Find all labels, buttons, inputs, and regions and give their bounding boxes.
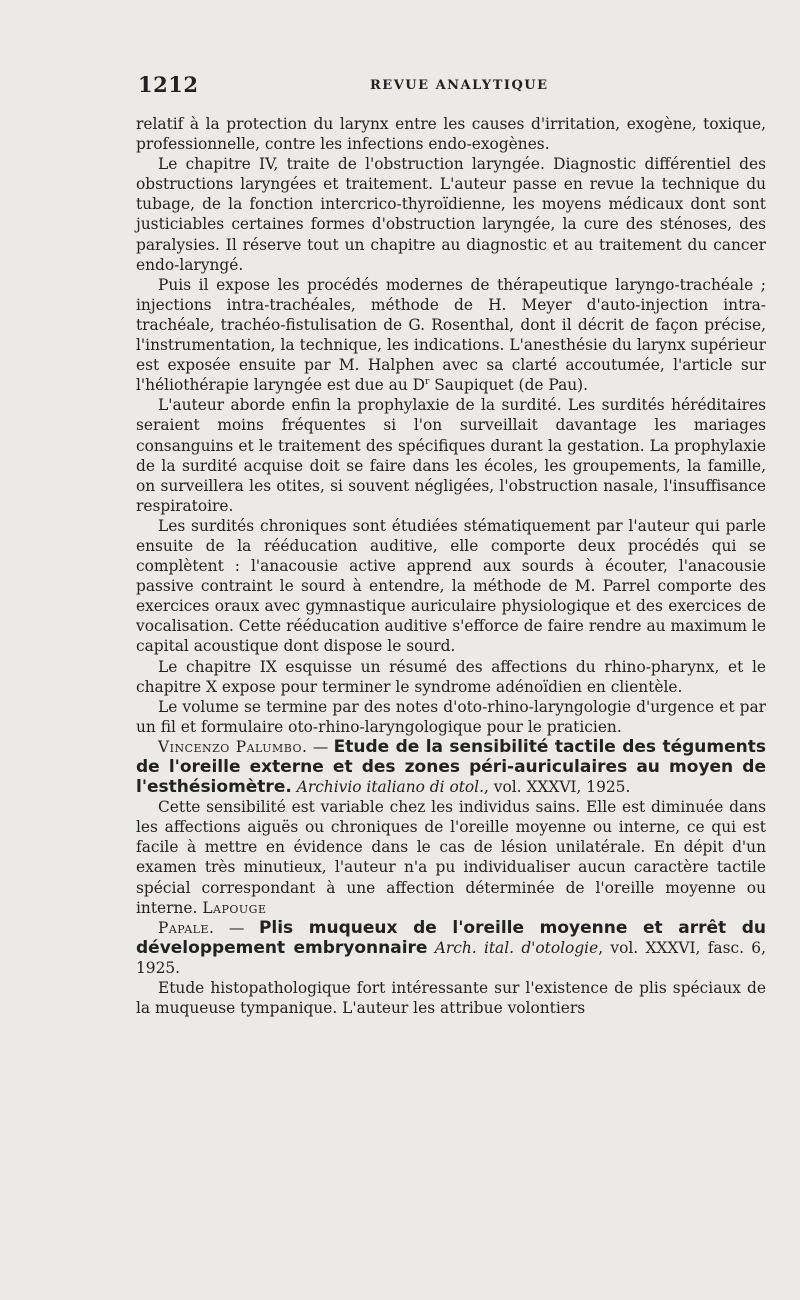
- page-number: 1212: [138, 72, 199, 97]
- review-citation: , vol. XXXVI, 1925.: [484, 778, 631, 797]
- review-journal: Arch. ital. d'otologie: [434, 938, 599, 957]
- review-dash: —: [214, 918, 259, 937]
- page-header: [0, 72, 800, 102]
- review-author: Papale.: [158, 918, 215, 937]
- review-heading: [136, 737, 766, 797]
- paragraph: Les surdités chroniques sont étudiées stématiquement par l'auteur qui parle ensuite de la rééducation auditive, elle comporte deux procédés qui se complètent : l'anacousie active apprend aux sourds à écouter, l'anacousie passive contraint le sourd à entendre, la méthode de M. Parrel comporte des exercices oraux avec gymnastique auriculaire physiologique et des exercices de vocalisation. Cette rééducation auditive s'efforce de faire rendre au maximum le capital acoustique dont dispose le sourd.: [136, 516, 766, 656]
- article-body: [136, 114, 766, 1018]
- running-title: REVUE ANALYTIQUE: [370, 78, 549, 93]
- review-title: Plis muqueux de l'oreille moyenne et arrêt du développement embryonnaire: [136, 917, 766, 958]
- superscript: r: [425, 377, 430, 388]
- review-signature: Lapouge: [202, 898, 267, 917]
- paragraph-text: Saupiquet (de Pau).: [429, 376, 589, 395]
- review-citation: , vol. XXXVI, fasc. 6, 1925.: [136, 938, 766, 977]
- review-journal: Archivio italiano di otol.: [296, 778, 484, 797]
- review-dash: —: [307, 737, 334, 756]
- paragraph: Le chapitre IV, traite de l'obstruction laryngée. Diagnostic différentiel des obstructions laryngées et traitement. L'auteur passe en revue la technique du tubage, de la fonction intercrico-thyroïdienne, les moyens médicaux dont sont justiciables certaines formes d'obstruction laryngée, la cure des sténoses, des paralysies. Il réserve tout un chapitre au diagnostic et au traitement du cancer endo-laryngé.: [136, 155, 766, 274]
- review-text: Cette sensibilité est variable chez les individus sains. Elle est diminuée dans les affections aiguës ou chroniques de l'oreille moyenne ou interne, ce qui est facile à mettre en évidence dans le cas de lésion unilatérale. En dépit d'un examen très minutieux, l'auteur n'a pu individualiser aucun caractère tactile spécial correspondant à une affection déterminée de l'oreille moyenne ou interne.: [136, 798, 766, 917]
- paragraph: [136, 275, 766, 396]
- paragraph: relatif à la protection du larynx entre les causes d'irritation, exogène, toxique, professionnelle, contre les infections endo-exogènes.: [136, 115, 766, 154]
- review-body: [136, 797, 766, 918]
- paragraph-text: Puis il expose les procédés modernes de thérapeutique laryngo-trachéale ; injections intra-trachéales, méthode de H. Meyer d'auto-injection intra-trachéale, trachéo-fistulisation de G. Rosenthal, dont il décrit de façon précise, l'instrumentation, la technique, les indications. L'anesthésie du larynx supérieur est exposée ensuite par M. Halphen avec sa clarté accoutumée, l'article sur l'héliothérapie laryngée est due au D: [136, 275, 766, 395]
- review-title: Etude de la sensibilité tactile des téguments de l'oreille externe et des zones péri-auriculaires au moyen de l'esthésiomètre.: [136, 736, 766, 798]
- review-heading: [136, 918, 766, 978]
- paragraph: L'auteur aborde enfin la prophylaxie de la surdité. Les surdités héréditaires seraient moins fréquentes si l'on surveillait davantage les mariages consanguins et le traitement des spécifiques durant la gestation. La prophylaxie de la surdité acquise doit se faire dans les écoles, les groupements, la famille, on surveillera les otites, si souvent négligées, l'obstruction nasale, l'insuffisance respiratoire.: [136, 396, 766, 515]
- review-body: Etude histopathologique fort intéressante sur l'existence de plis spéciaux de la muqueuse tympanique. L'auteur les attribue volontiers: [136, 979, 766, 1018]
- review-author: Vincenzo Palumbo.: [158, 737, 308, 756]
- paragraph: Le chapitre IX esquisse un résumé des affections du rhino-pharynx, et le chapitre X expose pour terminer le syndrome adénoïdien en clientèle.: [136, 657, 766, 696]
- paragraph: Le volume se termine par des notes d'oto-rhino-laryngologie d'urgence et par un fil et formulaire oto-rhino-laryngologique pour le praticien.: [136, 697, 766, 736]
